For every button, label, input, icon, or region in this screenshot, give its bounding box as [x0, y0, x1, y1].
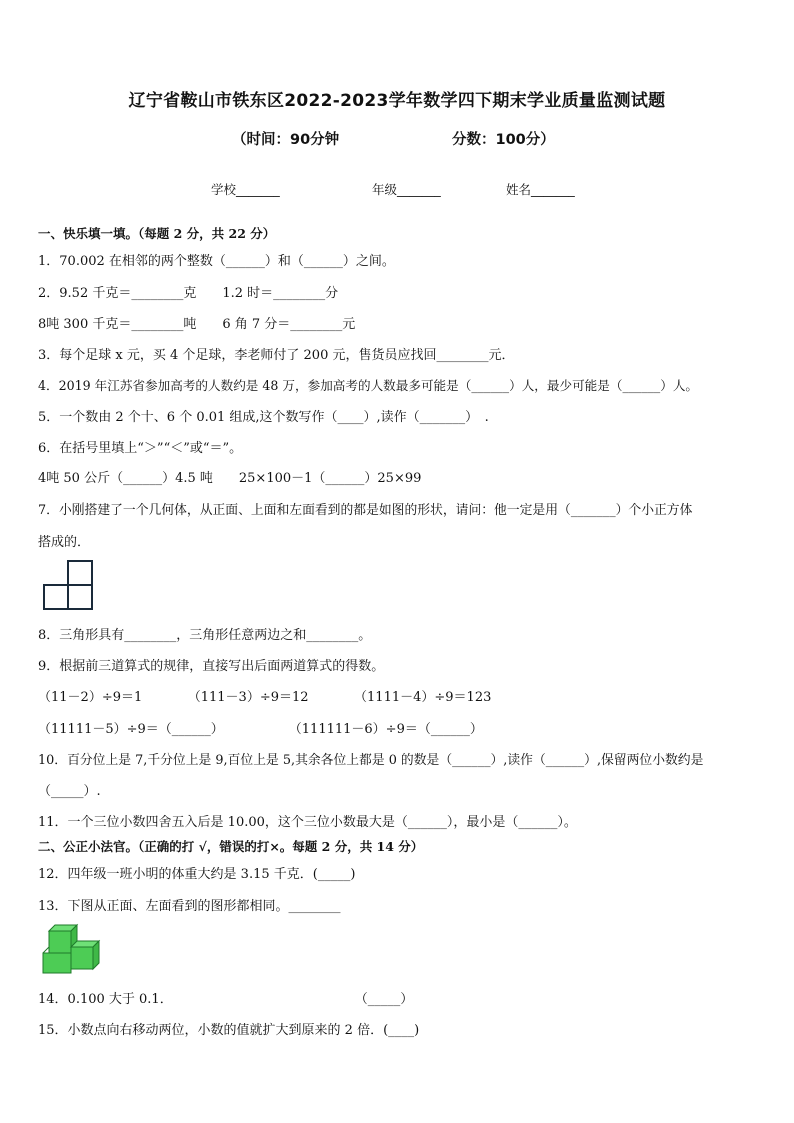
question-4: 4．2019 年江苏省参加高考的人数约是 48 万，参加高考的人数最多可能是（______）人，最少可能是（______）人。	[38, 378, 699, 393]
question-9-examples: （11－2）÷9＝1 （111－3）÷9＝12 （1111－4）÷9＝123	[38, 690, 492, 705]
question-6-items: 4吨 50 公斤（______）4.5 吨 25×100－1（______）25×99	[38, 471, 422, 486]
question-1: 1．70.002 在相邻的两个整数（______）和（______）之间。	[38, 254, 395, 269]
question-3: 3．每个足球 x 元，买 4 个足球，李老师付了 200 元，售货员应找回________元．	[38, 348, 515, 363]
question-14: 14．0.100 大于 0.1． （_____）	[38, 992, 414, 1007]
question-7: 7．小刚搭建了一个几何体，从正面、上面和左面看到的都是如图的形状，请问：他一定是用（_______）个小正方体	[38, 503, 693, 518]
green-cubes-figure	[40, 922, 106, 976]
page-title: 辽宁省鞍山市铁东区2022-2023学年数学四下期末学业质量监测试题	[128, 91, 666, 111]
section-2-heading: 二、公正小法官。（正确的打 √，错误的打×。每题 2 分，共 14 分）	[38, 839, 424, 854]
question-9: 9．根据前三道算式的规律，直接写出后面两道算式的得数。	[38, 659, 385, 674]
question-12: 12．四年级一班小明的体重大约是 3.15 千克．(_____)	[38, 867, 356, 882]
question-2b: 8吨 300 千克＝________吨 6 角 7 分＝________元	[38, 317, 356, 332]
question-8: 8．三角形具有________，三角形任意两边之和________。	[38, 628, 372, 643]
question-2a: 2．9.52 千克＝________克 1.2 时＝________分	[38, 286, 339, 301]
question-10-cont: （_____）.	[38, 784, 101, 799]
question-5: 5．一个数由 2 个十、6 个 0.01 组成,这个数写作（____）,读作（_______） .	[38, 410, 489, 425]
exam-score: 分数：100分）	[452, 132, 555, 148]
section-1-heading: 一、快乐填一填。（每题 2 分，共 22 分）	[38, 226, 276, 241]
question-10: 10．百分位上是 7,千分位上是 9,百位上是 5,其余各位上都是 0 的数是（______）,读作（______）,保留两位小数约是	[38, 753, 704, 768]
grade-field[interactable]: 年级_______	[372, 182, 441, 197]
question-15: 15．小数点向右移动两位，小数的值就扩大到原来的 2 倍．(____)	[38, 1023, 420, 1038]
school-field[interactable]: 学校_______	[211, 182, 280, 197]
question-7-cont: 搭成的．	[38, 535, 91, 550]
question-11: 11．一个三位小数四舍五入后是 10.00，这个三位小数最大是（______），最小是（______）。	[38, 815, 577, 830]
question-9-blanks: （11111－5）÷9＝（______） （111111－6）÷9＝（______）	[38, 722, 483, 737]
question-13: 13．下图从正面、左面看到的图形都相同。________	[38, 899, 341, 914]
question-6: 6．在括号里填上“＞”“＜”或“＝”。	[38, 441, 243, 456]
exam-time: （时间：90分钟	[232, 132, 340, 148]
view-grid-figure	[43, 560, 95, 610]
name-field[interactable]: 姓名_______	[506, 182, 575, 197]
